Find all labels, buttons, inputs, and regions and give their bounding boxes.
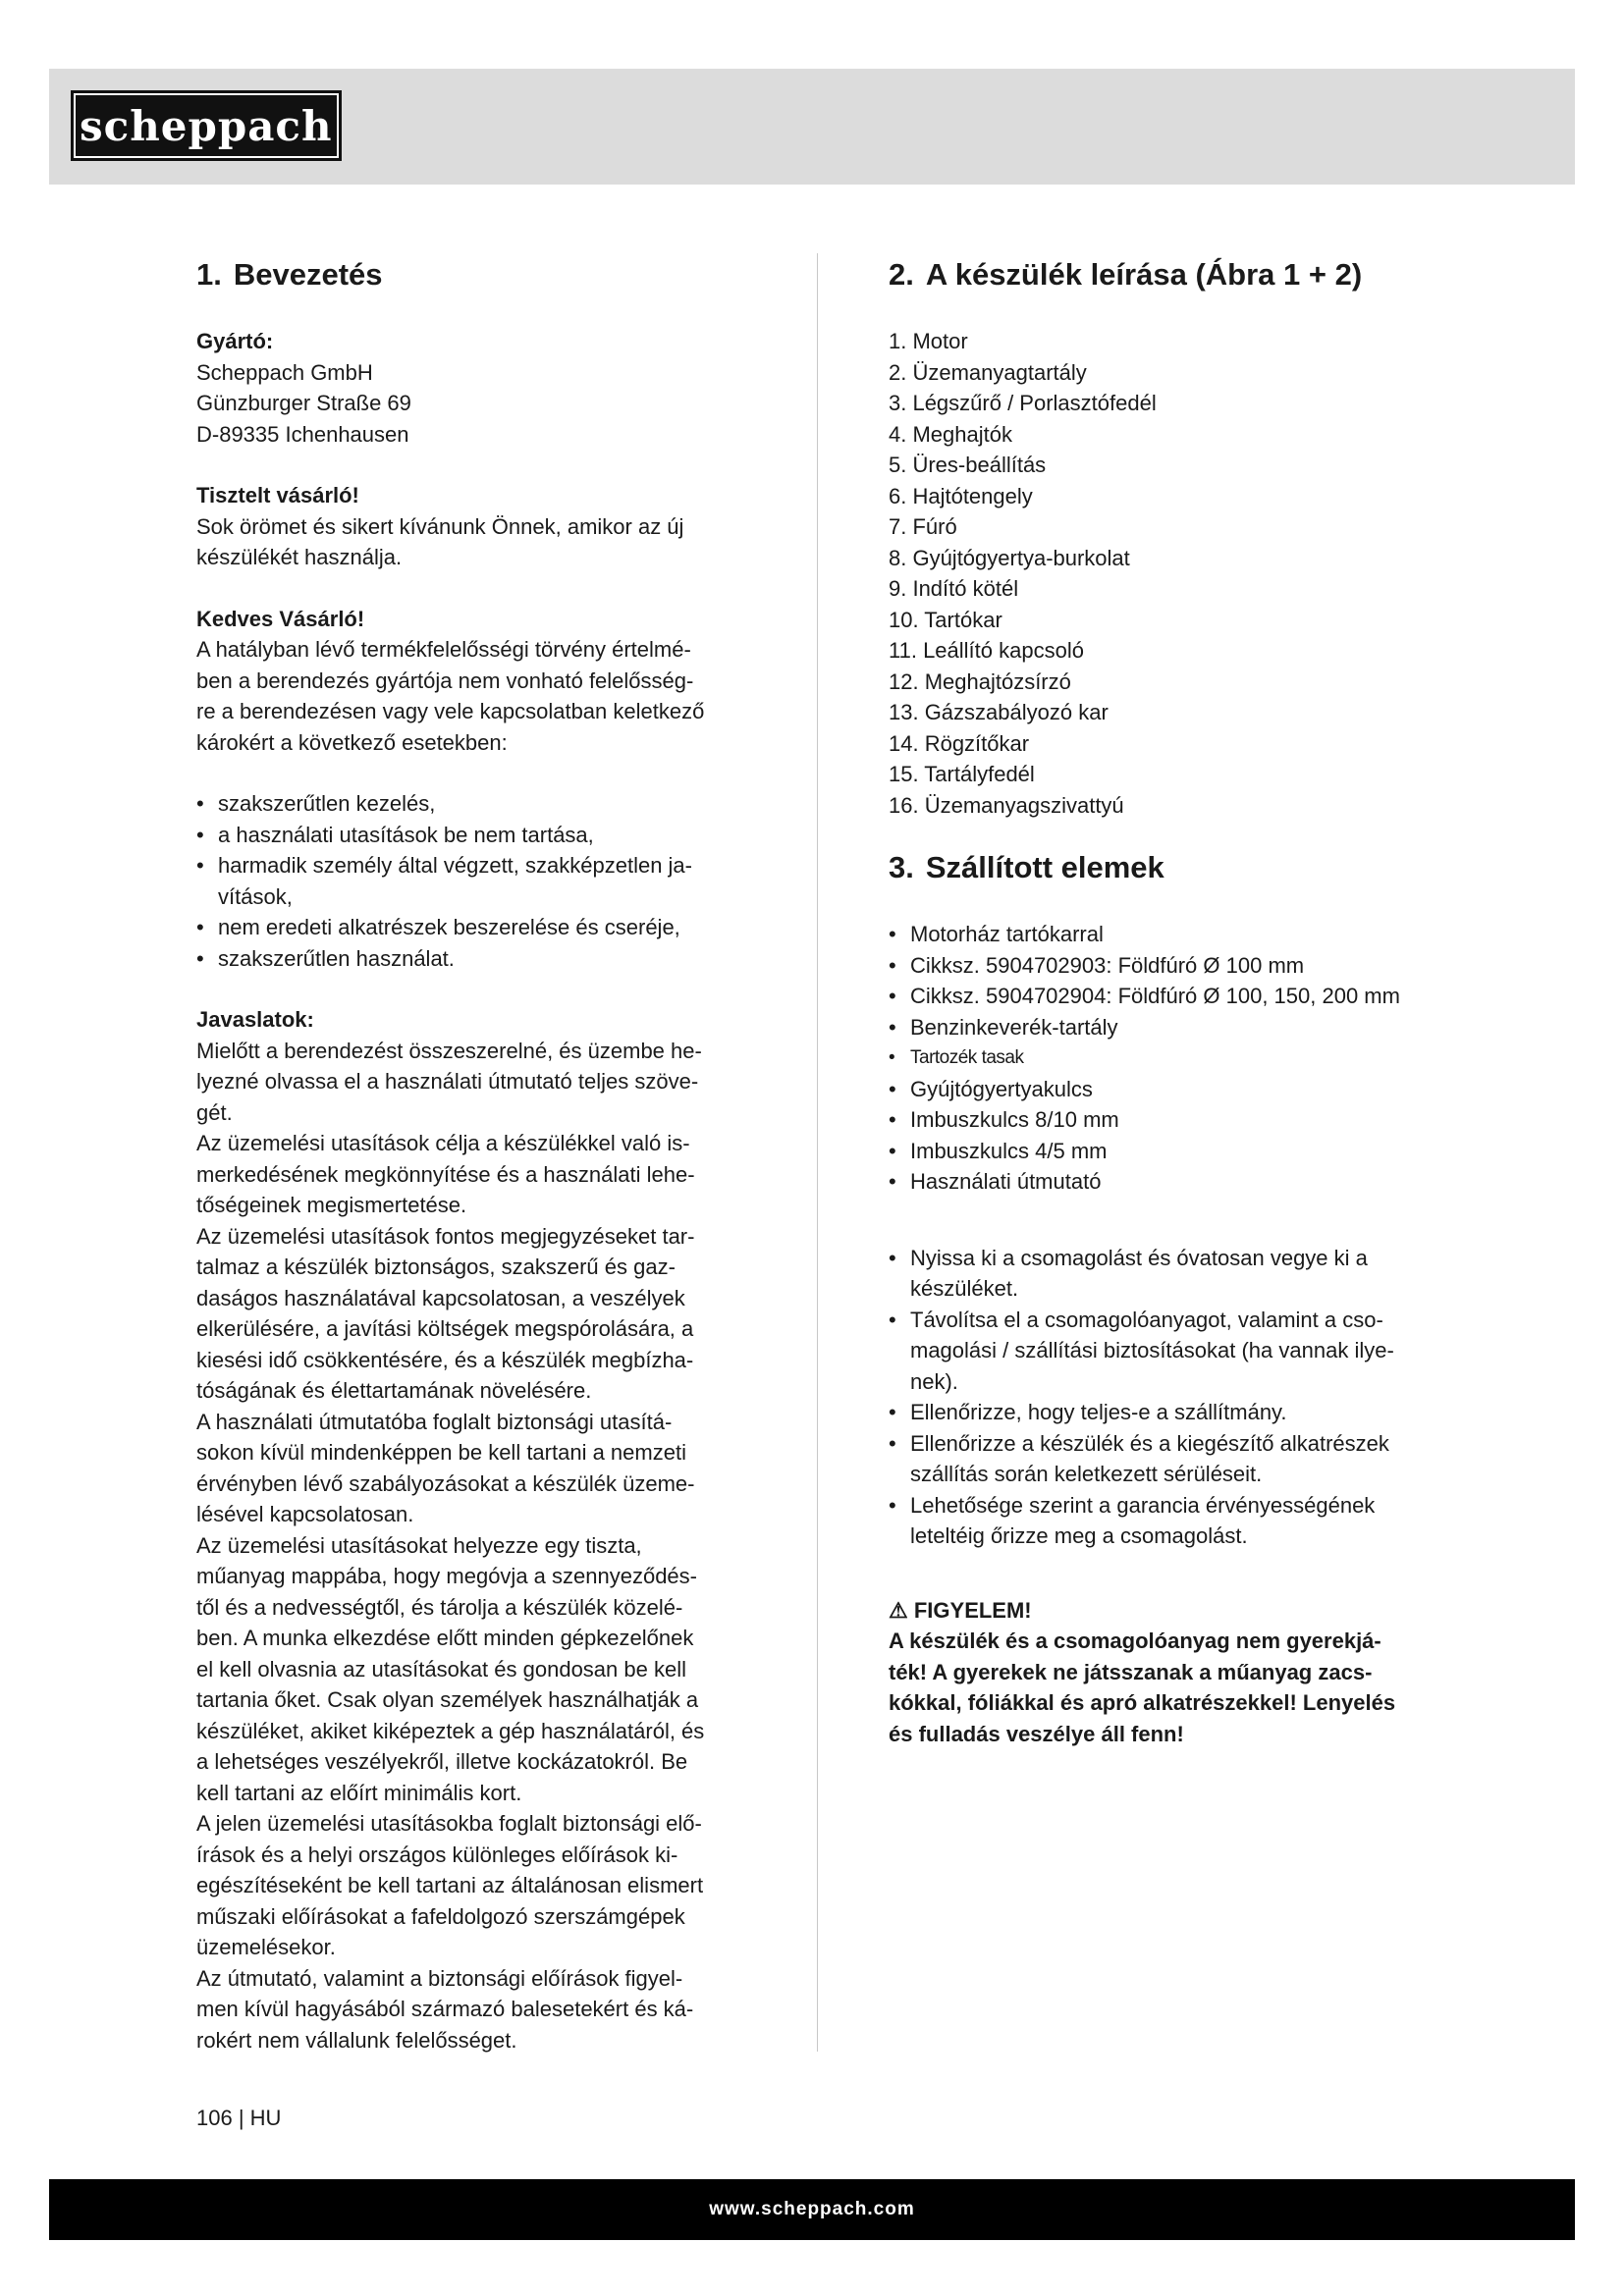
warning-triangle-icon: ⚠ <box>889 1597 908 1623</box>
text-line: men kívül hagyásából származó balesetekért és ká- <box>196 1997 694 2021</box>
manufacturer-line: Günzburger Straße 69 <box>196 391 411 415</box>
text-line: 6. Hajtótengely <box>889 483 1033 508</box>
text-line: 5. Üres-beállítás <box>889 453 1047 477</box>
delivered-item: • Benzinkeverék-tartály <box>889 1012 1458 1043</box>
text-line: rokért nem vállalunk felelősséget. <box>196 2027 517 2053</box>
text-line: 12. Meghajtózsírzó <box>889 668 1071 694</box>
text-line: 11. Leállító kapcsoló <box>889 638 1084 663</box>
left-column <box>196 243 771 2056</box>
unpacking-step: • Ellenőrizze, hogy teljes-e a szállítmány. <box>889 1397 1458 1428</box>
text-line: a lehetséges veszélyekről, illetve kockázatokról. Be <box>196 1749 688 1774</box>
liability-text: A hatályban lévő termékfelelősségi törvény értelmé- <box>196 637 691 662</box>
text-line: gét. <box>196 1099 233 1125</box>
manufacturer-label: Gyártó: <box>196 329 274 353</box>
recommend-title: Javaslatok: <box>196 1007 314 1032</box>
text-line: 7. Fúró <box>889 514 957 539</box>
manufacturer-line: D-89335 Ichenhausen <box>196 421 409 447</box>
unpacking-step: • Ellenőrizze a készülék és a kiegészítő alkatrészek szállítás során keletkezett sérüléseit. <box>889 1428 1458 1490</box>
text-line: el kell olvasnia az utasításokat és gondosan be kell <box>196 1656 686 1682</box>
text-line: 16. Üzemanyagszivattyú <box>889 792 1124 818</box>
delivered-item: • Gyújtógyertyakulcs <box>889 1074 1458 1105</box>
list-item: • szakszerűtlen használat. <box>196 943 771 975</box>
text-line: sokon kívül mindenképpen be kell tartani a nemzeti <box>196 1440 686 1465</box>
text-line: 15. Tartályfedél <box>889 762 1035 786</box>
text-line: írások és a helyi országos különleges előírások ki- <box>196 1842 678 1867</box>
text-line: érvényben lévő szabályozásokat a készülék üzeme- <box>196 1470 695 1496</box>
text-line: műanyag mappába, hogy megóvja a szennyeződés- <box>196 1564 697 1588</box>
text-line: A jelen üzemelési utasításokba foglalt biztonsági elő- <box>196 1811 702 1836</box>
text-line: ben. A munka elkezdése előtt minden gépkezelőnek <box>196 1626 694 1650</box>
list-item: • harmadik személy által végzett, szakképzetlen ja- vítások, <box>196 850 771 912</box>
section-2-heading: 2. A készülék leírása (Ábra 1 + 2) <box>889 257 1363 292</box>
recommend-text <box>196 1036 771 2056</box>
text-line: Az üzemelési utasításokat helyezze egy tiszta, <box>196 1532 642 1558</box>
text-line: 1. Motor <box>889 329 968 353</box>
section-1-heading: 1. Bevezetés <box>196 257 383 292</box>
text-line: 13. Gázszabályozó kar <box>889 700 1109 724</box>
greeting-title: Tisztelt vásárló! <box>196 483 359 507</box>
text-line: műszaki előírásokat a fafeldolgozó szerszámgépek <box>196 1903 685 1929</box>
unpacking-step: • Lehetősége szerint a garancia érvényességének leteltéig őrizze meg a csomagolást. <box>889 1490 1458 1552</box>
parts-list <box>889 326 1458 821</box>
text-line: tóságának és élettartamának növelésére. <box>196 1378 592 1403</box>
unpacking-step: • Nyissa ki a csomagolást és óvatosan vegye ki a készüléket. <box>889 1243 1458 1305</box>
text-line: 3. Légszűrő / Porlasztófedél <box>889 391 1157 415</box>
liability-text: re a berendezésen vagy vele kapcsolatban keletkező <box>196 699 705 723</box>
text-line: 4. Meghajtók <box>889 421 1012 447</box>
unpacking-steps <box>889 1243 1458 1552</box>
manufacturer-line: Scheppach GmbH <box>196 359 373 385</box>
liability-list <box>196 788 771 974</box>
text-line: Az üzemelési utasítások fontos megjegyzéseket tar- <box>196 1223 695 1249</box>
delivered-item: • Cikksz. 5904702904: Földfúró Ø 100, 150, 200 mm <box>889 981 1458 1012</box>
text-line: készüléket, akiket kiképeztek a gép használatáról, és <box>196 1718 705 1743</box>
footer-url[interactable]: www.scheppach.com <box>709 2199 915 2219</box>
greeting-title-2: Kedves Vásárló! <box>196 606 365 631</box>
list-item: • szakszerűtlen kezelés, <box>196 788 771 820</box>
unpacking-step: • Távolítsa el a csomagolóanyagot, valamint a cso- magolási / szállítási biztosításokat (ha vannak ilye- nek). <box>889 1305 1458 1398</box>
text-line: 14. Rögzítőkar <box>889 730 1030 756</box>
text-line: A készülék és a csomagolóanyag nem gyerekjá- <box>889 1629 1381 1653</box>
delivered-item: • Tartozék tasak <box>889 1042 1458 1074</box>
text-line: Az útmutató, valamint a biztonsági előírások figyel- <box>196 1965 683 1991</box>
page-number: 106 | HU <box>196 2106 282 2130</box>
text-line: tőségeinek megismertetése. <box>196 1193 467 1217</box>
text-line: lyezné olvassa el a használati útmutató teljes szöve- <box>196 1069 699 1094</box>
text-line: kiesési idő csökkentésére, és a készülék megbízha- <box>196 1347 694 1372</box>
text-line: 2. Üzemanyagtartály <box>889 359 1087 385</box>
list-item: • a használati utasítások be nem tartása, <box>196 820 771 851</box>
column-divider <box>817 253 818 2052</box>
text-line: A használati útmutatóba foglalt biztonsági utasítá- <box>196 1409 673 1434</box>
warning-title: ⚠ FIGYELEM! <box>889 1597 1032 1623</box>
text-line: egészítéseként be kell tartani az általánosan elismert <box>196 1873 704 1897</box>
text-line: Mielőtt a berendezést összeszerelné, és üzembe he- <box>196 1038 702 1063</box>
header-band <box>49 69 1575 185</box>
text-line: tartania őket. Csak olyan személyek használhatják a <box>196 1687 699 1712</box>
delivered-item: • Imbuszkulcs 4/5 mm <box>889 1136 1458 1167</box>
liability-text: károkért a következő esetekben: <box>196 729 508 755</box>
right-column <box>889 243 1458 1749</box>
text-line: 8. Gyújtógyertya-burkolat <box>889 545 1130 570</box>
text-line: lésével kapcsolatosan. <box>196 1502 414 1526</box>
text-line: kókkal, fóliákkal és apró alkatrészekkel! Lenyelés <box>889 1690 1396 1715</box>
text-line: és fulladás veszélye áll fenn! <box>889 1721 1184 1746</box>
text-line: elkerülésére, a javítási költségek megspórolására, a <box>196 1316 694 1341</box>
footer-band <box>49 2179 1575 2240</box>
text-line: ték! A gyerekek ne játsszanak a műanyag zacs- <box>889 1659 1373 1684</box>
greeting-text: készülékét használja. <box>196 545 403 569</box>
text-line: 10. Tartókar <box>889 607 1002 632</box>
delivered-item: • Használati útmutató <box>889 1166 1458 1198</box>
delivered-item: • Cikksz. 5904702903: Földfúró Ø 100 mm <box>889 950 1458 982</box>
list-item: • nem eredeti alkatrészek beszerelése és cseréje, <box>196 912 771 943</box>
delivered-item: • Motorház tartókarral <box>889 919 1458 950</box>
text-line: daságos használatával kapcsolatosan, a veszélyek <box>196 1285 685 1310</box>
text-line: merkedésének megkönnyítése és a használati lehe- <box>196 1161 695 1187</box>
liability-text: ben a berendezés gyártója nem vonható felelősség- <box>196 667 694 693</box>
delivered-list <box>889 919 1458 1198</box>
warning-text <box>889 1626 1458 1749</box>
text-line: talmaz a készülék biztonságos, szakszerű és gaz- <box>196 1255 676 1279</box>
text-line: 9. Indító kötél <box>889 576 1019 601</box>
text-line: kell tartani az előírt minimális kort. <box>196 1780 522 1805</box>
scheppach-logo: scheppach <box>71 90 342 161</box>
delivered-item: • Imbuszkulcs 8/10 mm <box>889 1104 1458 1136</box>
greeting-text: Sok örömet és sikert kívánunk Önnek, amikor az új <box>196 513 684 539</box>
text-line: üzemelésekor. <box>196 1935 336 1959</box>
text-line: től és a nedvességtől, és tárolja a készülék közelé- <box>196 1594 683 1620</box>
text-line: Az üzemelési utasítások célja a készülékkel való is- <box>196 1131 690 1155</box>
section-3-heading: 3. Szállított elemek <box>889 850 1164 884</box>
